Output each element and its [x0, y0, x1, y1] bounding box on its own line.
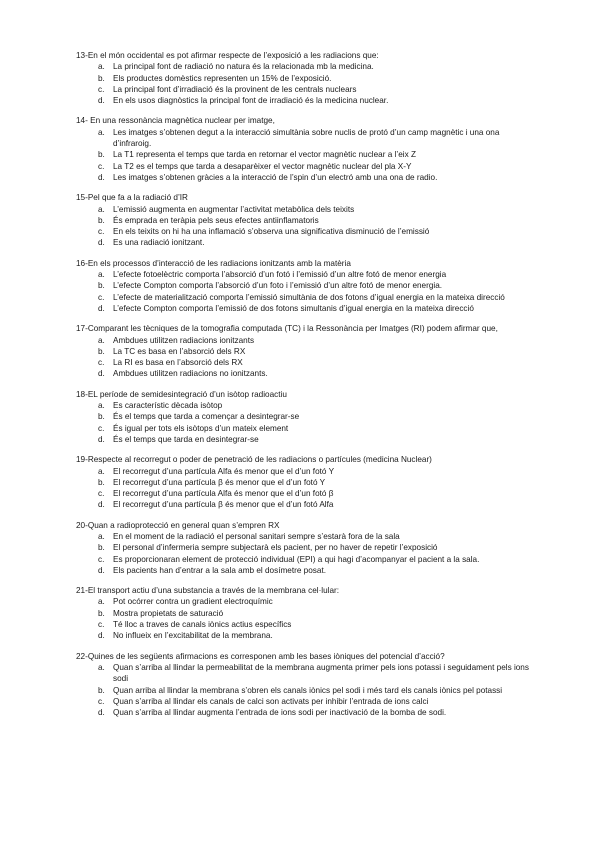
option-text: Pot ocórrer contra un gradient electroquímic [113, 597, 273, 607]
question-block [76, 454, 536, 510]
answer-option [76, 608, 536, 619]
option-letter: b. [98, 215, 105, 225]
answer-option [76, 335, 536, 346]
answer-option [76, 411, 536, 422]
answer-option [76, 172, 536, 183]
option-letter: c. [98, 227, 105, 237]
option-letter: b. [98, 150, 105, 160]
option-text: El recorregut d’una partícula β és menor que el d’un fotó Y [113, 477, 326, 487]
option-letter: a. [98, 127, 105, 137]
answer-option [76, 280, 536, 291]
answer-option [76, 84, 536, 95]
answer-options [76, 204, 536, 249]
option-text: El recorregut d’una partícula Alfa és menor que el d’un fotó Y [113, 466, 335, 476]
option-text: No influeix en l’excitabilitat de la membrana. [113, 631, 273, 641]
option-text: Quan s’arriba al llindar els canals de calci son activats per inhibir l’entrada de ions calci [113, 696, 429, 706]
answer-options [76, 127, 536, 183]
option-letter: d. [98, 96, 105, 106]
option-letter: d. [98, 238, 105, 248]
option-letter: c. [98, 423, 105, 433]
option-text: És el temps que tarda a començar a desintegrar-se [113, 412, 300, 422]
option-letter: a. [98, 401, 105, 411]
option-letter: d. [98, 303, 105, 313]
answer-option [76, 466, 536, 477]
option-letter: c. [98, 358, 105, 368]
question-block [76, 115, 536, 183]
option-text: En els teixits on hi ha una inflamació s’observa una significativa disminució de l’emissió [113, 227, 430, 237]
option-letter: c. [98, 620, 105, 630]
option-text: Es proporcionaran element de protecció individual (EPI) a qui hagi d’acompanyar el pacient a la sala. [113, 554, 480, 564]
option-letter: b. [98, 73, 105, 83]
answer-option [76, 368, 536, 379]
option-letter: d. [98, 172, 105, 182]
option-text: La TC es basa en l’absorció dels RX [113, 346, 246, 356]
question-stem: 16-En els processos d’interacció de les radiacions ionitzants amb la matèria [76, 258, 351, 268]
answer-options [76, 269, 536, 314]
answer-options [76, 531, 536, 576]
option-text: Mostra propietats de saturació [113, 608, 224, 618]
option-letter: c. [98, 696, 105, 706]
question-stem: 19-Respecte al recorregut o poder de penetració de les radiacions o partícules (medicina Nuclear) [76, 455, 432, 465]
option-letter: d. [98, 708, 105, 718]
answer-option [76, 357, 536, 368]
answer-option [76, 696, 536, 707]
answer-option [76, 707, 536, 718]
answer-option [76, 237, 536, 248]
question-block [76, 389, 536, 445]
question-stem: 20-Quan a radioprotecció en general quan s’empren RX [76, 520, 280, 530]
answer-options [76, 466, 536, 511]
answer-option [76, 61, 536, 72]
option-letter: c. [98, 161, 105, 171]
option-letter: b. [98, 608, 105, 618]
question-block [76, 192, 536, 248]
question-block [76, 50, 536, 106]
option-text: En el moment de la radiació el personal sanitari sempre s’estarà fora de la sala [113, 531, 400, 541]
answer-options [76, 400, 536, 445]
option-letter: a. [98, 62, 105, 72]
question-stem: 17-Comparant les tècniques de la tomografia computada (TC) i la Ressonància per Imatges (RI) podem afirmar que, [76, 324, 498, 334]
answer-option [76, 400, 536, 411]
option-text: L’efecte Compton comporta l’emissió de dos fotons simultanis d’igual energia en la mateixa direcció [113, 303, 474, 313]
answer-option [76, 662, 536, 685]
question-block [76, 651, 536, 719]
question-stem: 18-EL període de semidesintegració d’un isòtop radioactiu [76, 389, 287, 399]
option-text: L’emissió augmenta en augmentar l’activitat metabòlica dels teixits [113, 204, 355, 214]
question-stem: 15-Pel que fa a la radiació d’IR [76, 193, 188, 203]
answer-option [76, 554, 536, 565]
option-letter: a. [98, 270, 105, 280]
option-text: Té lloc a traves de canals iònics actius específics [113, 620, 292, 630]
option-text: Les imatges s’obtenen gràcies a la interacció de l’spin d’un electró amb una ona de radio. [113, 172, 438, 182]
answer-option [76, 73, 536, 84]
answer-option [76, 434, 536, 445]
answer-option [76, 303, 536, 314]
question-block [76, 585, 536, 641]
option-letter: c. [98, 292, 105, 302]
option-text: La principal font d’irradiació és la provinent de les centrals nuclears [113, 84, 357, 94]
question-stem: 14- En una ressonància magnètica nuclear per imatge, [76, 116, 275, 126]
answer-options [76, 662, 536, 718]
option-text: És emprada en teràpia pels seus efectes antiinflamatoris [113, 215, 319, 225]
option-text: Ambdues utilitzen radiacions no ionitzants. [113, 369, 268, 379]
option-text: L’efecte de materialització comporta l’emissió simultània de dos fotons d’igual energia en la mateixa direcció [113, 292, 505, 302]
answer-options [76, 61, 536, 106]
option-letter: a. [98, 597, 105, 607]
option-text: Els productes domèstics representen un 15% de l’exposició. [113, 73, 332, 83]
question-stem: 22-Quines de les següents afirmacions es corresponen amb les bases iòniques del potencial d’acció? [76, 651, 445, 661]
answer-option [76, 346, 536, 357]
option-letter: a. [98, 531, 105, 541]
option-letter: a. [98, 662, 105, 672]
option-text: Quan s’arriba al llindar augmenta l’entrada de ions sodi per inactivació de la bomba de sodi. [113, 708, 447, 718]
option-text: La principal font de radiació no natura és la relacionada mb la medicina. [113, 62, 374, 72]
question-stem: 13-En el món occidental es pot afirmar respecte de l’exposició a les radiacions que: [76, 51, 379, 60]
answer-option [76, 542, 536, 553]
option-letter: d. [98, 434, 105, 444]
answer-option [76, 204, 536, 215]
option-text: L’efecte fotoelèctric comporta l’absorció d’un fotó i l’emissió d’un altre fotó de menor energia [113, 270, 447, 280]
question-block [76, 323, 536, 379]
option-text: La T2 es el temps que tarda a desaparèixer el vector magnètic nuclear del pla X-Y [113, 161, 412, 171]
answer-option [76, 531, 536, 542]
answer-option [76, 269, 536, 280]
option-text: Ambdues utilitzen radiacions ionitzants [113, 335, 255, 345]
answer-option [76, 488, 536, 499]
answer-options [76, 335, 536, 380]
answer-option [76, 423, 536, 434]
option-letter: c. [98, 489, 105, 499]
option-text: Quan arriba al llindar la membrana s’obren els canals iònics pel sodi i més tard els canals iònics pel potassi [113, 685, 503, 695]
answer-option [76, 215, 536, 226]
answer-option [76, 630, 536, 641]
option-text: El recorregut d’una partícula Alfa és menor que el d’un fotó β [113, 489, 334, 499]
answer-option [76, 477, 536, 488]
option-text: Les imatges s’obtenen degut a la interacció simultània sobre nuclis de protó d’un camp magnètic i una ona d’infraroig. [113, 127, 500, 149]
answer-options [76, 596, 536, 641]
option-text: L’efecte Compton comporta l’absorció d’un foto i l’emissió d’un altre fotó de menor energia. [113, 281, 443, 291]
option-text: És el temps que tarda en desintegrar-se [113, 434, 259, 444]
option-letter: c. [98, 84, 105, 94]
option-text: Quan s’arriba al llindar la permeabilitat de la membrana augmenta primer pels ions potassi i seguidament pels ions sodi [113, 662, 529, 684]
answer-option [76, 226, 536, 237]
option-letter: a. [98, 466, 105, 476]
answer-option [76, 127, 536, 150]
answer-option [76, 596, 536, 607]
option-letter: b. [98, 543, 105, 553]
answer-option [76, 499, 536, 510]
answer-option [76, 149, 536, 160]
answer-option [76, 161, 536, 172]
option-letter: d. [98, 500, 105, 510]
option-letter: c. [98, 554, 105, 564]
option-letter: b. [98, 412, 105, 422]
option-text: Es una radiació ionitzant. [113, 238, 205, 248]
answer-option [76, 95, 536, 106]
answer-option [76, 685, 536, 696]
option-letter: d. [98, 369, 105, 379]
option-letter: b. [98, 346, 105, 356]
option-letter: b. [98, 281, 105, 291]
option-letter: d. [98, 631, 105, 641]
option-text: És igual per tots els isòtops d’un mateix element [113, 423, 289, 433]
question-stem: 21-El transport actiu d’una substancia a través de la membrana cel·lular: [76, 586, 340, 596]
option-letter: a. [98, 204, 105, 214]
question-list [76, 50, 536, 727]
option-letter: a. [98, 335, 105, 345]
option-text: En els usos diagnòstics la principal font de irradiació és la medicina nuclear. [113, 96, 389, 106]
option-text: La RI es basa en l’absorció dels RX [113, 358, 243, 368]
option-letter: d. [98, 565, 105, 575]
question-block [76, 258, 536, 314]
option-letter: b. [98, 477, 105, 487]
option-text: El personal d’infermeria sempre subjectarà els pacient, per no haver de repetir l’exposició [113, 543, 438, 553]
option-text: Els pacients han d’entrar a la sala amb el dosímetre posat. [113, 565, 326, 575]
answer-option [76, 619, 536, 630]
answer-option [76, 565, 536, 576]
option-letter: b. [98, 685, 105, 695]
option-text: Es característic dècada isòtop [113, 401, 223, 411]
answer-option [76, 292, 536, 303]
option-text: La T1 representa el temps que tarda en retornar el vector magnètic nuclear a l’eix Z [113, 150, 416, 160]
option-text: El recorregut d’una partícula β és menor que el d’un fotó Alfa [113, 500, 334, 510]
question-block [76, 520, 536, 576]
